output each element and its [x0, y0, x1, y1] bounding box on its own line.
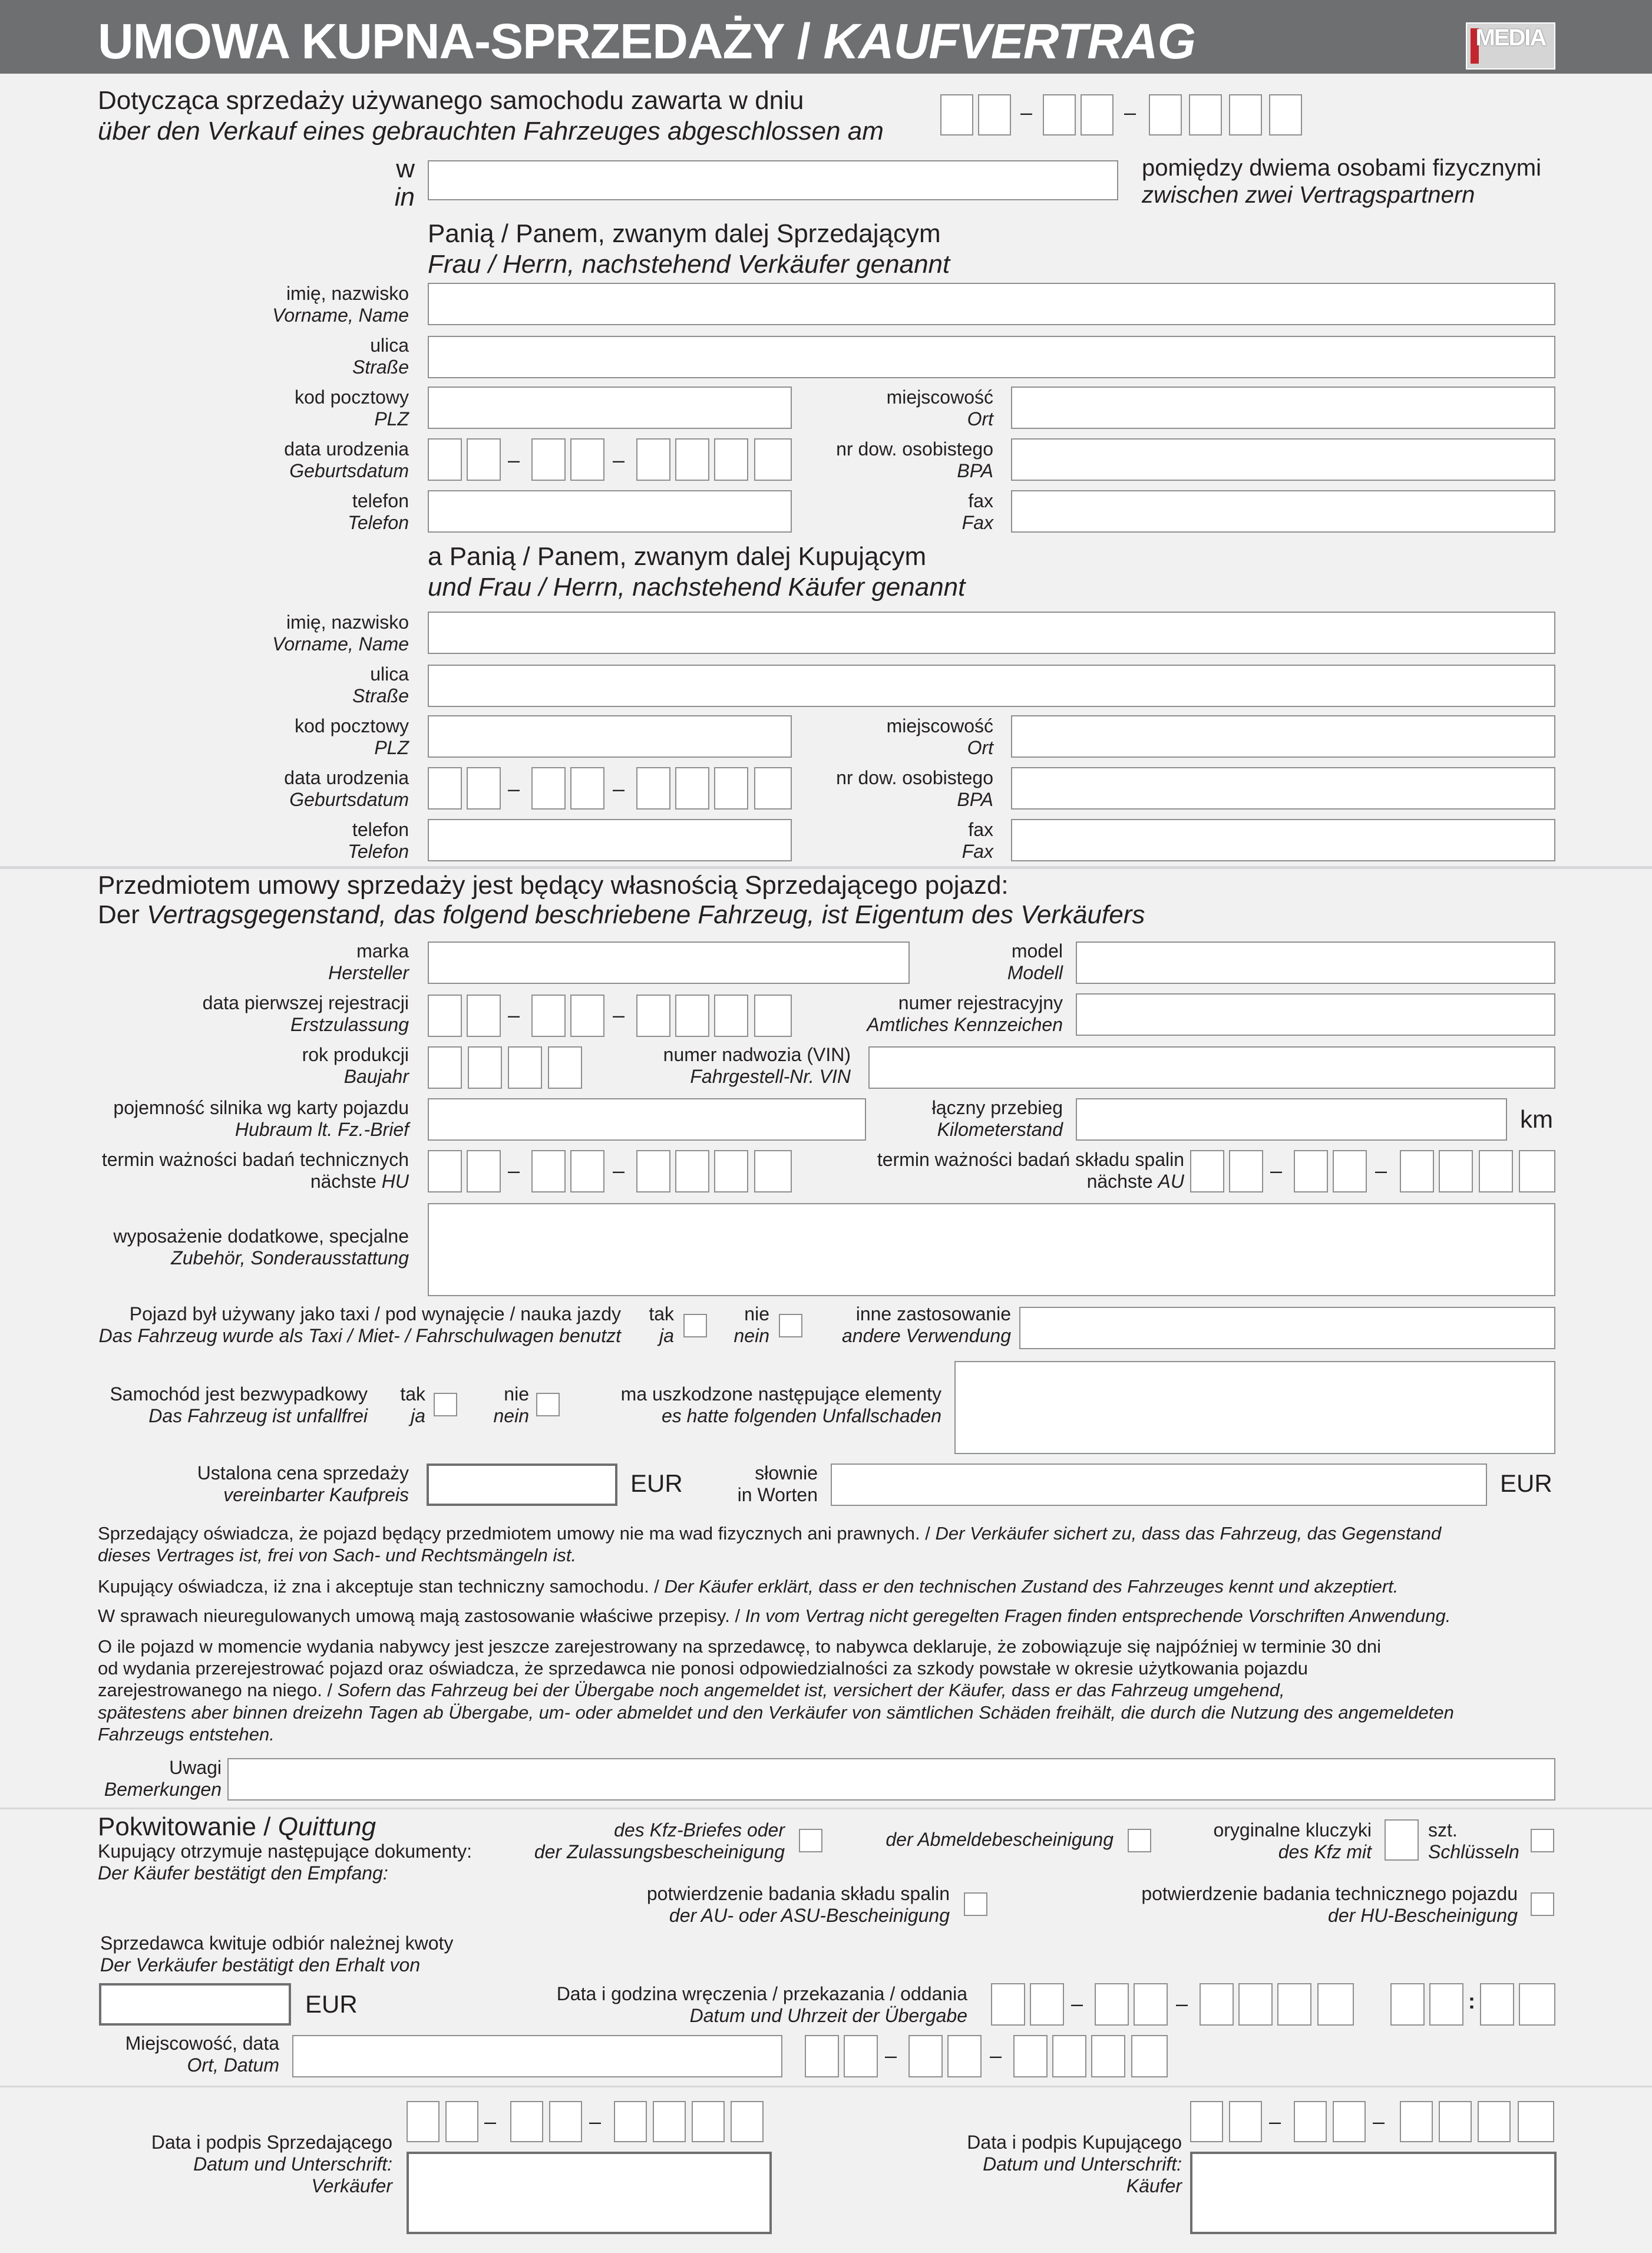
in-label-pl: w — [396, 154, 415, 183]
model-label: model Modell — [1007, 940, 1063, 983]
accident-yes-label: tak ja — [400, 1383, 425, 1426]
seller-dob-label: data urodzenia Geburtsdatum — [284, 438, 409, 481]
buyer-intro-de: und Frau / Herrn, nachstehend Käufer genannt — [428, 573, 966, 602]
cc-input[interactable] — [428, 1098, 866, 1141]
seller-city-input[interactable] — [1011, 386, 1555, 429]
seller-city-label: miejscowość Ort — [886, 386, 993, 430]
taxi-yes-label: tak ja — [649, 1303, 674, 1346]
received-currency: EUR — [305, 1990, 358, 2018]
seller-id-label: nr dow. osobistego BPA — [836, 438, 993, 481]
buyer-city-input[interactable] — [1011, 715, 1555, 758]
taxi-no-label: nie nein — [734, 1303, 769, 1346]
vehicle-intro-de: Der Vertragsgegenstand, das folgend beschriebene Fahrzeug, ist Eigentum des Verkäufers — [98, 900, 1145, 929]
buyer-fax-label: fax Fax — [962, 819, 993, 862]
between-pl: pomiędzy dwiema osobami fizycznymi — [1142, 155, 1542, 181]
handover-label: Data i godzina wręczenia / przekazania / oddania Datum und Uhrzeit der Übergabe — [556, 1983, 967, 2026]
damage-input[interactable] — [954, 1361, 1555, 1454]
seller-fax-label: fax Fax — [962, 490, 993, 533]
taxi-yes-checkbox[interactable] — [683, 1314, 707, 1337]
equip-input[interactable] — [428, 1203, 1555, 1296]
buyer-city-label: miejscowość Ort — [886, 715, 993, 758]
accident-label: Samochód jest bezwypadkowy Das Fahrzeug ist unfallfrei — [110, 1383, 368, 1426]
keys-unit-label: szt. Schlüsseln — [1428, 1819, 1519, 1862]
buyer-name-input[interactable] — [428, 612, 1555, 654]
receipt-title: Pokwitowanie / Quittung — [98, 1812, 376, 1841]
damage-label: ma uszkodzone następujące elementy es hatte folgenden Unfallschaden — [620, 1383, 941, 1426]
logo: MEDIA — [1466, 22, 1555, 70]
plate-label: numer rejestracyjny Amtliches Kennzeichen — [867, 992, 1063, 1035]
hu-label: termin ważności badań technicznych nächste HU — [101, 1149, 409, 1192]
seller-id-input[interactable] — [1011, 438, 1555, 481]
kfz-brief-label: des Kfz-Briefes oder der Zulassungsbescheinigung — [534, 1819, 785, 1862]
seller-zip-input[interactable] — [428, 386, 792, 429]
between-de: zwischen zwei Vertragspartnern — [1142, 182, 1475, 208]
seller-receipt-label: Sprzedawca kwituje odbiór należnej kwoty Der Verkäufer bestätigt den Erhalt von — [100, 1932, 454, 1975]
intro-de: über den Verkauf eines gebrauchten Fahrzeuges abgeschlossen am — [98, 117, 884, 146]
received-amount-input[interactable] — [99, 1983, 291, 2026]
other-use-input[interactable] — [1019, 1307, 1555, 1349]
seller-phone-label: telefon Telefon — [348, 490, 409, 533]
buyer-name-label: imię, nazwisko Vorname, Name — [272, 612, 409, 655]
words-currency: EUR — [1500, 1469, 1552, 1497]
intro-pl: Dotycząca sprzedaży używanego samochodu zawarta w dniu — [98, 86, 804, 115]
remarks-input[interactable] — [227, 1758, 1555, 1801]
clause-4: O ile pojazd w momencie wydania nabywcy jest jeszcze zarejestrowany na sprzedawcę, to nabywca deklaruje, że zobowiązuje się najpóźniej w terminie 30 dni od wydania przerejestrować pojazd oraz oświadcza, że sprzedawca nie ponosi odpowiedzialności za szkody powstałe w okresie użytkowania pojazdu zarejestrowanego na niego. / Sofern das Fahrzeug bei der Übergabe noch angemeldet ist, versichert der Käufer, dass er das Fahrzeug umgehend, spätestens aber binnen dreizehn Tagen ab Übergabe, um- oder abmeldet und den Verkäufer von sämtlichen Schäden freihält, die durch die Nutzung des angemeldeten Fahrzeugs entstehen. — [98, 1636, 1454, 1745]
buyer-id-input[interactable] — [1011, 767, 1555, 810]
receipt-docs-label: Kupujący otrzymuje następujące dokumenty: Der Käufer bestätigt den Empfang: — [98, 1841, 473, 1884]
km-unit: km — [1520, 1105, 1553, 1133]
taxi-no-checkbox[interactable] — [779, 1314, 802, 1337]
buyer-fax-input[interactable] — [1011, 819, 1555, 861]
seller-intro-de: Frau / Herrn, nachstehend Verkäufer genannt — [428, 250, 950, 279]
vin-label: numer nadwozia (VIN) Fahrgestell-Nr. VIN — [663, 1044, 851, 1087]
vehicle-intro-pl: Przedmiotem umowy sprzedaży jest będący własnością Sprzedającego pojazd: — [98, 871, 1009, 900]
price-currency: EUR — [630, 1469, 683, 1497]
hu-cert-checkbox[interactable] — [1531, 1892, 1554, 1916]
clause-3: W sprawach nieuregulowanych umową mają zastosowanie właściwe przepisy. / In vom Vertrag nicht geregelten Fragen finden entsprechende Vorschriften Anwendung. — [98, 1605, 1451, 1626]
buyer-street-label: ulica Straße — [352, 663, 409, 706]
buyer-dob-label: data urodzenia Geburtsdatum — [284, 767, 409, 810]
buyer-intro-pl: a Panią / Panem, zwanym dalej Kupującym — [428, 542, 927, 571]
buyer-phone-input[interactable] — [428, 819, 792, 861]
km-input[interactable] — [1076, 1098, 1507, 1141]
au-cert-checkbox[interactable] — [964, 1892, 987, 1916]
price-words-input[interactable] — [831, 1464, 1487, 1506]
buyer-signature-box[interactable] — [1190, 2152, 1557, 2234]
price-input[interactable] — [427, 1464, 617, 1506]
seller-name-input[interactable] — [428, 283, 1555, 325]
seller-signature-box[interactable] — [407, 2152, 772, 2234]
equip-label: wyposażenie dodatkowe, specjalne Zubehör, Sonderausstattung — [113, 1225, 409, 1268]
au-label: termin ważności badań składu spalin nächste AU — [877, 1149, 1184, 1192]
accident-yes-checkbox[interactable] — [434, 1393, 457, 1416]
make-input[interactable] — [428, 941, 910, 984]
keys-label: oryginalne kluczyki des Kfz mit — [1213, 1819, 1372, 1862]
firstreg-label: data pierwszej rejestracji Erstzulassung — [202, 992, 409, 1035]
cc-label: pojemność silnika wg karty pojazdu Hubraum lt. Fz.-Brief — [113, 1097, 409, 1140]
abmelde-checkbox[interactable] — [1128, 1829, 1151, 1852]
year-label: rok produkcji Baujahr — [302, 1044, 409, 1087]
plate-input[interactable] — [1076, 993, 1555, 1036]
abmelde-label: der Abmeldebescheinigung — [886, 1829, 1114, 1850]
page-title: UMOWA KUPNA-SPRZEDAŻY / KAUFVERTRAG — [98, 14, 1195, 69]
buyer-signature-label: Data i podpis Kupującego Datum und Unterschrift: Käufer — [967, 2132, 1182, 2196]
taxi-label: Pojazd był używany jako taxi / pod wynajęcie / nauka jazdy Das Fahrzeug wurde als Taxi / Miet- / Fahrschulwagen benutzt — [98, 1303, 621, 1346]
buyer-id-label: nr dow. osobistego BPA — [836, 767, 993, 810]
place-date-label: Miejscowość, data Ort, Datum — [125, 2033, 279, 2076]
buyer-street-input[interactable] — [428, 665, 1555, 707]
keys-checkbox[interactable] — [1531, 1829, 1554, 1852]
kfz-brief-checkbox[interactable] — [799, 1829, 822, 1852]
seller-phone-input[interactable] — [428, 490, 792, 533]
clause-1: Sprzedający oświadcza, że pojazd będący przedmiotem umowy nie ma wad fizycznych ani prawnych. / Der Verkäufer sichert zu, dass das Fahrzeug, das Gegenstand dieses Vertrages ist, frei von Sach- und Rechtsmängeln ist. — [98, 1523, 1442, 1566]
hu-cert-label: potwierdzenie badania technicznego pojazdu der HU-Bescheinigung — [1141, 1883, 1518, 1926]
au-cert-label: potwierdzenie badania składu spalin der AU- oder ASU-Bescheinigung — [646, 1883, 950, 1926]
accident-no-checkbox[interactable] — [536, 1393, 560, 1416]
clause-2: Kupujący oświadcza, iż zna i akceptuje stan techniczny samochodu. / Der Käufer erklärt, dass er den technischen Zustand des Fahrzeuges kennt und akzeptiert. — [98, 1576, 1399, 1597]
price-label: Ustalona cena sprzedaży vereinbarter Kaufpreis — [197, 1462, 409, 1505]
km-label: łączny przebieg Kilometerstand — [931, 1097, 1063, 1140]
seller-fax-input[interactable] — [1011, 490, 1555, 533]
make-label: marka Hersteller — [328, 940, 409, 983]
model-input[interactable] — [1076, 941, 1555, 984]
seller-signature-label: Data i podpis Sprzedającego Datum und Unterschrift: Verkäufer — [151, 2132, 392, 2196]
seller-zip-label: kod pocztowy PLZ — [295, 386, 409, 430]
vin-input[interactable] — [868, 1046, 1555, 1089]
buyer-zip-input[interactable] — [428, 715, 792, 758]
section-divider — [0, 866, 1652, 868]
words-label: słownie in Worten — [737, 1462, 818, 1505]
buyer-phone-label: telefon Telefon — [348, 819, 409, 862]
seller-intro-pl: Panią / Panem, zwanym dalej Sprzedającym — [428, 219, 941, 248]
seller-street-input[interactable] — [428, 336, 1555, 378]
place-input[interactable] — [428, 160, 1118, 200]
accident-no-label: nie nein — [493, 1383, 529, 1426]
other-use-label: inne zastosowanie andere Verwendung — [841, 1303, 1011, 1346]
buyer-zip-label: kod pocztowy PLZ — [295, 715, 409, 758]
seller-street-label: ulica Straße — [352, 335, 409, 378]
in-label-de: in — [394, 183, 415, 212]
remarks-label: Uwagi Bemerkungen — [104, 1757, 222, 1800]
place-date-input[interactable] — [292, 2035, 782, 2077]
seller-name-label: imię, nazwisko Vorname, Name — [272, 283, 409, 326]
keys-count-input[interactable] — [1385, 1819, 1419, 1861]
